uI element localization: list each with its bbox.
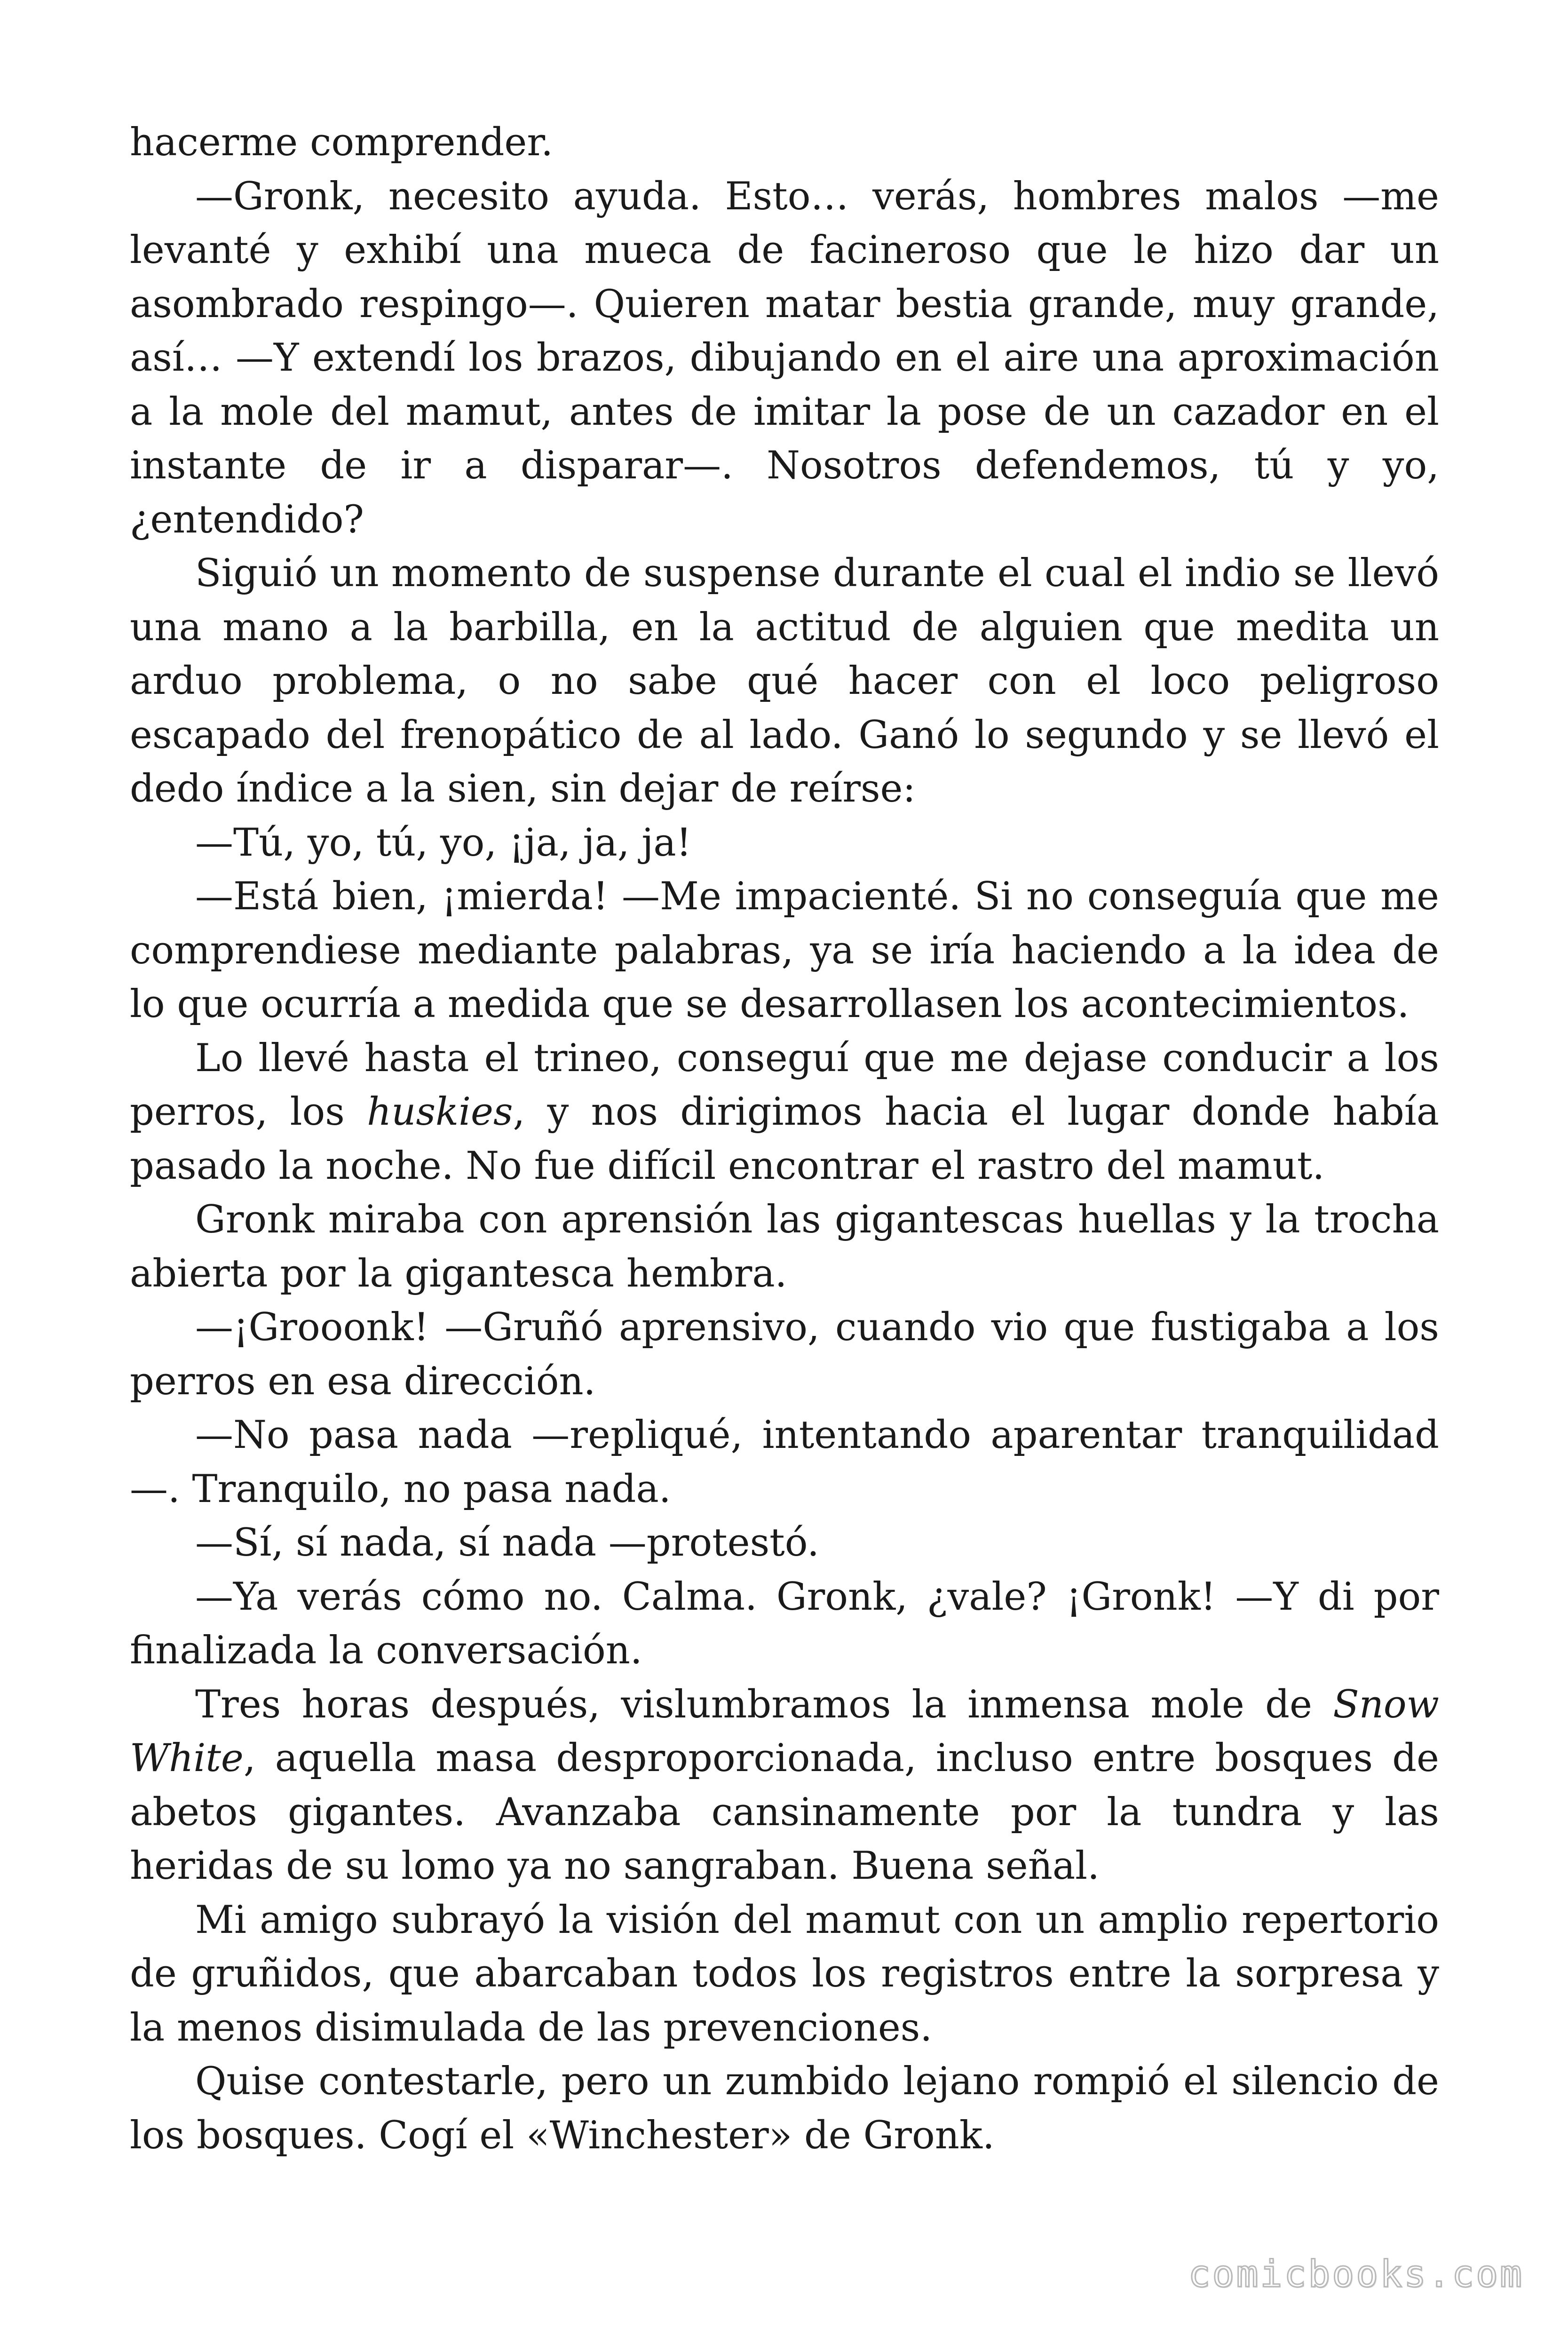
paragraph xyxy=(130,1570,1439,1678)
text-run: Gronk miraba con aprensión las gigantescas huellas y la trocha abierta por la gigantesca hembra. xyxy=(130,1198,1439,1296)
text-run: , y nos dirigimos hacia el lugar donde había pasado la noche. No fue difícil encontrar el rastro del mamut. xyxy=(130,1090,1439,1188)
paragraph xyxy=(130,1032,1439,1193)
text-run: Siguió un momento de suspense durante el cual el indio se llevó una mano a la barbilla, en la actitud de alguien que medita un arduo problema, o no sabe qué hacer con el loco peligroso escapado del frenopático de al lado. Ganó lo segundo y se llevó el dedo índice a la sien, sin dejar de reírse: xyxy=(130,551,1439,811)
paragraph xyxy=(130,1678,1439,1893)
text-run: —Sí, sí nada, sí nada —protestó. xyxy=(195,1521,819,1565)
text-run: Tres horas después, vislumbramos la inmensa mole de xyxy=(195,1682,1333,1727)
text-run: Lo llevé hasta el trineo, conseguí que me dejase conducir a los perros, los xyxy=(130,1036,1439,1134)
paragraph xyxy=(130,170,1439,547)
paragraph xyxy=(130,116,1439,170)
paragraph xyxy=(130,547,1439,816)
paragraph xyxy=(130,1516,1439,1570)
paragraph xyxy=(130,2055,1439,2162)
text-run: —¡Grooonk! —Gruñó aprensivo, cuando vio que fustigaba a los perros en esa dirección. xyxy=(130,1305,1439,1404)
watermark: comicbooks.com xyxy=(1188,2253,1524,2296)
paragraph xyxy=(130,1193,1439,1301)
body-text xyxy=(130,116,1439,2162)
italic-term: huskies xyxy=(367,1090,513,1134)
paragraph xyxy=(130,1408,1439,1516)
italic-term: Snow White xyxy=(130,1682,1439,1780)
paragraph xyxy=(130,870,1439,1032)
paragraph xyxy=(130,1893,1439,2055)
text-run: Quise contestarle, pero un zumbido lejano rompió el silencio de los bosques. Cogí el «Winchester» de Gronk. xyxy=(130,2059,1439,2158)
text-run: —Está bien, ¡mierda! —Me impacienté. Si no conseguía que me comprendiese mediante palabras, ya se iría haciendo a la idea de lo que ocurría a medida que se desarrollasen los acontecimientos. xyxy=(130,874,1439,1026)
text-run: —Ya verás cómo no. Calma. Gronk, ¿vale? ¡Gronk! —Y di por finalizada la conversación. xyxy=(130,1574,1439,1673)
text-run: —No pasa nada —repliqué, intentando aparentar tranquilidad —. Tranquilo, no pasa nada. xyxy=(130,1413,1439,1511)
text-run: , aquella masa desproporcionada, incluso entre bosques de abetos gigantes. Avanzaba cansinamente por la tundra y las heridas de su lomo ya no sangraban. Buena señal. xyxy=(130,1736,1439,1888)
text-run: hacerme comprender. xyxy=(130,120,553,165)
text-run: —Tú, yo, tú, yo, ¡ja, ja, ja! xyxy=(195,820,692,865)
paragraph xyxy=(130,816,1439,870)
paragraph xyxy=(130,1301,1439,1408)
text-run: —Gronk, necesito ayuda. Esto… verás, hombres malos —me levanté y exhibí una mueca de facineroso que le hizo dar un asombrado respingo—. Quieren matar bestia grande, muy grande, así… —Y extendí los brazos, dibujando en el aire una aproximación a la mole del mamut, antes de imitar la pose de un cazador en el instante de ir a disparar—. Nosotros defendemos, tú y yo, ¿entendido? xyxy=(130,174,1439,542)
text-run: Mi amigo subrayó la visión del mamut con un amplio repertorio de gruñidos, que abarcaban todos los registros entre la sorpresa y la menos disimulada de las prevenciones. xyxy=(130,1898,1439,2050)
